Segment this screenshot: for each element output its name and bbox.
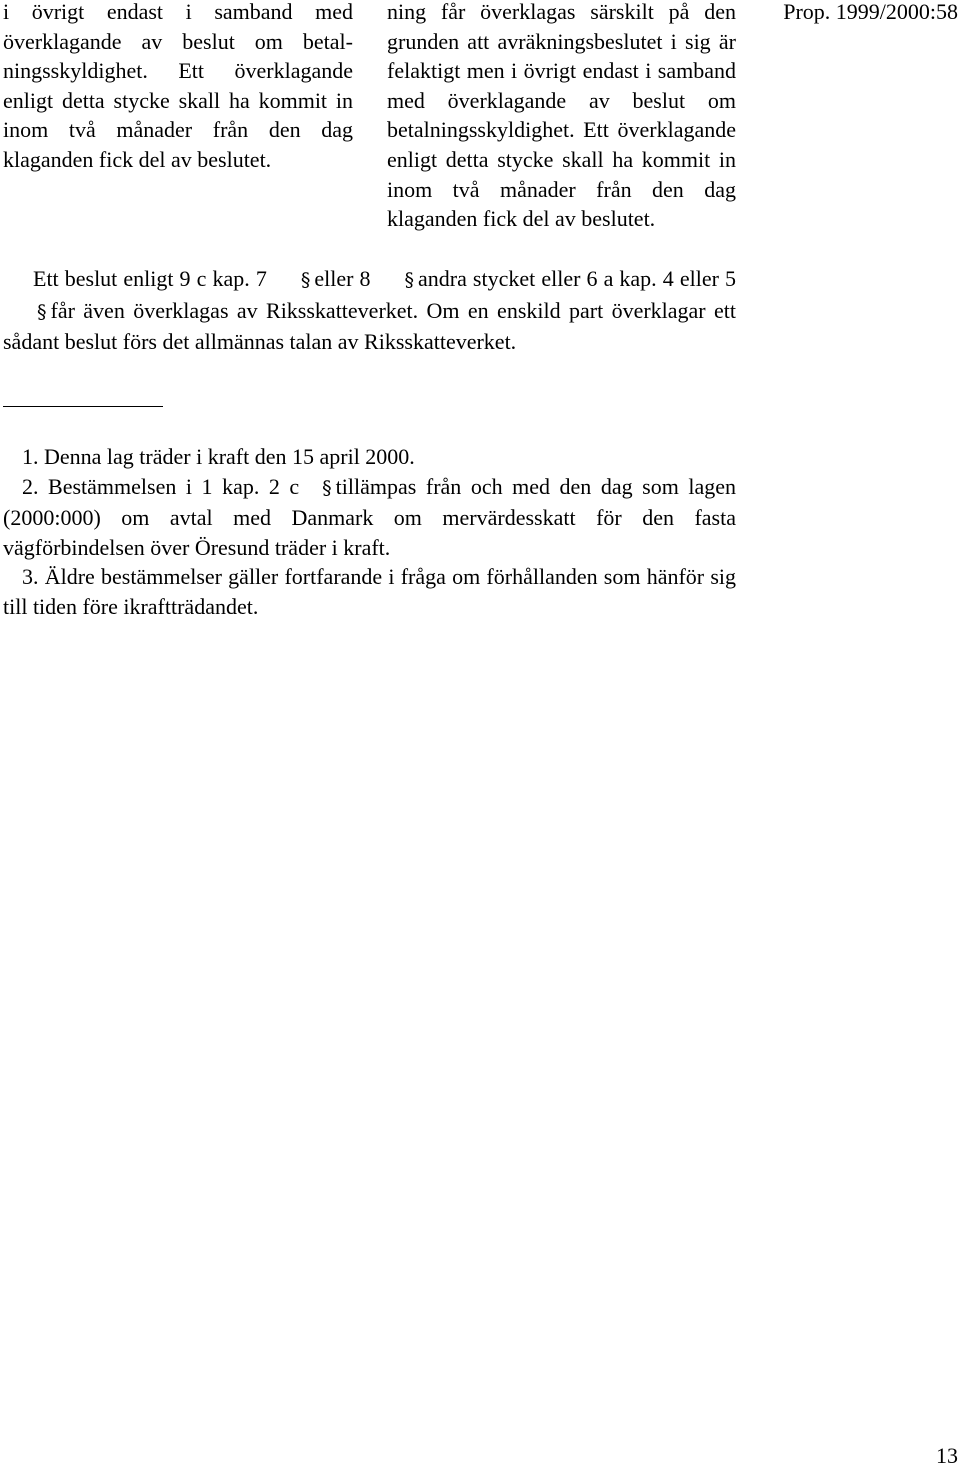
provision-text-part: tillämpas från och med den dag som lagen (2000:000) om avtal med Danmark om mervärdesskatt för den fasta vägförbindelsen över Öresund träder i kraft. [3, 473, 736, 560]
body-text-part: andra stycket eller 6 a kap. 4 eller 5 [418, 266, 736, 291]
section-sign-icon: § [404, 269, 414, 291]
provision-item: 3. Äldre bestämmelser gäller fortfarande i fråga om förhållanden som hänför sig till tiden före ikraftträdandet. [3, 564, 736, 619]
body-paragraph [3, 264, 736, 357]
provision-item [3, 472, 736, 563]
page-number: 13 [936, 1443, 958, 1468]
body-text-part: Ett beslut enligt 9 c kap. 7 [33, 266, 267, 291]
footnote-separator [3, 406, 163, 407]
provision-text-part: 2. Bestämmelsen i 1 kap. 2 c [22, 473, 300, 499]
body-text-part: får även överklagas av Riksskatteverket. Om en enskild part överklagar ett sådant beslut förs det allmännas talan av Riksskatteverket. [3, 297, 736, 355]
middle-column-text: ning får överklagas särskilt på den grunden att avräkningsbeslutet i sig är felaktigt men i övrigt endast i samband med överklagande av beslut om betalningsskyldighet. Ett överklagande enligt detta stycke skall ha kommit in inom två månader från den dag klaganden fick del av beslutet. [387, 0, 736, 232]
left-column-text: i övrigt endast i samband med överklagande av beslut om betal-ningsskyldighet. Ett överklagande enligt detta stycke skall ha kommit in inom två månader från den dag klaganden fick del av beslutet. [3, 0, 353, 172]
section-sign-icon: § [300, 269, 311, 291]
body-text-part: eller 8 [314, 266, 371, 291]
section-sign-icon: § [37, 300, 47, 323]
transition-provisions [3, 442, 736, 622]
provision-item: 1. Denna lag träder i kraft den 15 april 2000. [22, 444, 415, 469]
section-sign-icon: § [322, 476, 332, 499]
proposition-reference: Prop. 1999/2000:58 [783, 0, 958, 24]
